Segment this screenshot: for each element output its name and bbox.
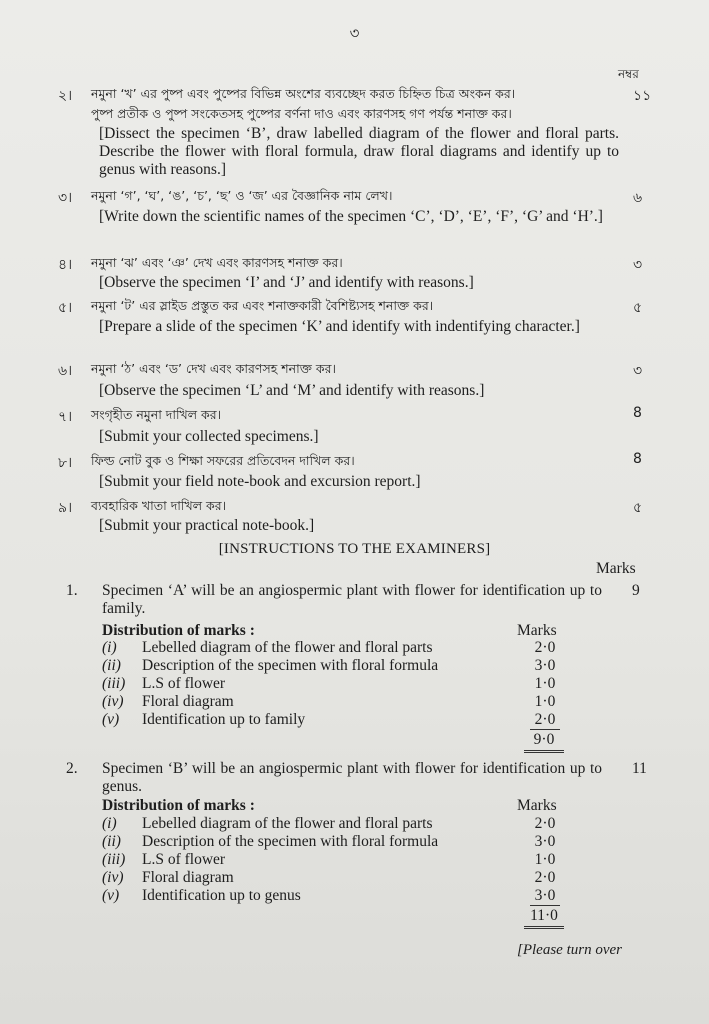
- question-english-text: [Observe the specimen ‘L’ and ‘M’ and identify with reasons.]: [99, 382, 485, 399]
- question-english-text: [Dissect the specimen ‘B’, draw labelled diagram of the flower and floral parts. Describe the flower with floral formula, draw floral diagrams and identify up to genus with reasons.]: [99, 125, 619, 178]
- question-english-text: [Observe the specimen ‘I’ and ‘J’ and identify with reasons.]: [99, 274, 474, 291]
- distribution-row: [102, 851, 572, 869]
- distribution-row: [102, 869, 572, 887]
- question-marks: ৩: [633, 257, 643, 273]
- question-bengali-line: সংগৃহীত নমুনা দাখিল কর।: [91, 407, 222, 422]
- question-marks: ৩: [633, 363, 643, 379]
- question-marks: ৬: [633, 190, 643, 206]
- row-number: (ii): [102, 657, 121, 674]
- row-number: (ii): [102, 833, 121, 850]
- item-text: Specimen ‘A’ will be an angiospermic plant with flower for identification up to family.: [102, 582, 602, 617]
- row-text: Identification up to genus: [142, 887, 301, 904]
- question-english-text: [Submit your collected specimens.]: [99, 428, 319, 445]
- item-total-marks: 9: [632, 582, 640, 599]
- row-value: 3·0: [530, 887, 560, 906]
- row-text: Floral diagram: [142, 693, 234, 710]
- row-number: (iii): [102, 675, 126, 692]
- question-english-text: [Submit your practical note-book.]: [99, 517, 315, 534]
- question-bengali-line: নমুনা ‘ঠ’ এবং ‘ড’ দেখ এবং কারণসহ শনাক্ত কর।: [91, 361, 336, 376]
- distribution-title: Distribution of marks :: [102, 797, 255, 814]
- item-total-marks: 11: [632, 760, 647, 777]
- row-text: Description of the specimen with floral formula: [142, 657, 439, 674]
- distribution-row: [102, 833, 572, 851]
- row-value: 2·0: [534, 869, 556, 886]
- distribution-row: [102, 711, 572, 729]
- row-value: 2·0: [534, 815, 556, 832]
- distribution-row: [102, 693, 572, 711]
- row-value: 2·0: [534, 639, 556, 656]
- row-text: Floral diagram: [142, 869, 234, 886]
- question-marks: ৫: [633, 300, 643, 316]
- page-number: ৩: [349, 26, 360, 42]
- row-text: L.S of flower: [142, 675, 226, 692]
- row-number: (i): [102, 639, 117, 656]
- row-text: Description of the specimen with floral formula: [142, 833, 439, 850]
- question-bengali-line: নমুনা ‘ঝ’ এবং ‘ঞ’ দেখ এবং কারণসহ শনাক্ত কর।: [91, 255, 343, 270]
- row-number: (iv): [102, 869, 124, 886]
- turn-over-note: [Please turn over: [517, 942, 622, 958]
- question-number: ৮।: [58, 455, 73, 471]
- question-bengali-line: পুষ্প প্রতীক ও পুষ্প সংকেতসহ পুষ্পের বর্ণনা দাও এবং কারণসহ গণ পর্যন্ত শনাক্ত কর।: [91, 106, 512, 121]
- row-value: 2·0: [530, 711, 560, 730]
- question-marks: 8: [633, 451, 642, 467]
- row-value: 1·0: [534, 693, 556, 710]
- distribution-title: Distribution of marks :: [102, 622, 255, 639]
- row-number: (iv): [102, 693, 124, 710]
- row-number: (i): [102, 815, 117, 832]
- question-number: ৯।: [58, 500, 73, 516]
- question-number: ৭।: [58, 409, 73, 425]
- row-text: Lebelled diagram of the flower and floral parts: [142, 815, 433, 832]
- row-value: 3·0: [534, 833, 556, 850]
- question-marks: ৫: [633, 500, 643, 516]
- distribution-sum: 11·0: [524, 907, 564, 929]
- question-bengali-line: ব্যবহারিক খাতা দাখিল কর।: [91, 498, 227, 513]
- row-text: Lebelled diagram of the flower and floral parts: [142, 639, 433, 656]
- item-number: 2.: [66, 760, 78, 777]
- marks-column-header: নম্বর: [618, 67, 639, 81]
- distribution-row: [102, 639, 572, 657]
- row-number: (v): [102, 887, 120, 904]
- distribution-row: [102, 815, 572, 833]
- row-value: 1·0: [534, 851, 556, 868]
- question-bengali-line: ফিল্ড নোট বুক ও শিক্ষা সফরের প্রতিবেদন দাখিল কর।: [91, 453, 355, 468]
- distribution-row: [102, 675, 572, 693]
- question-number: ২।: [58, 88, 73, 104]
- question-marks: ১১: [633, 88, 652, 104]
- question-english-text: [Prepare a slide of the specimen ‘K’ and identify with indentifying character.]: [99, 318, 580, 335]
- row-text: Identification up to family: [142, 711, 306, 728]
- question-bengali-line: নমুনা ‘ট’ এর স্লাইড প্রস্তুত কর এবং শনাক্তকারী বৈশিষ্ট্যসহ শনাক্ত কর।: [91, 298, 434, 313]
- question-bengali-line: নমুনা ‘খ’ এর পুষ্প এবং পুষ্পের বিভিন্ন অংশের ব্যবচ্ছেদ করত চিহ্নিত চিত্র অংকন কর।: [91, 86, 516, 101]
- marks-label: Marks: [596, 560, 636, 577]
- question-number: ৬।: [58, 363, 73, 379]
- distribution-marks-label: Marks: [517, 797, 557, 814]
- distribution-marks-label: Marks: [517, 622, 557, 639]
- row-number: (v): [102, 711, 120, 728]
- item-number: 1.: [66, 582, 78, 599]
- question-bengali-line: নমুনা ‘গ’, ‘ঘ’, ‘ঙ’, ‘চ’, ‘ছ’ ও ‘জ’ এর বৈজ্ঞানিক নাম লেখ।: [91, 188, 393, 203]
- item-text: Specimen ‘B’ will be an angiospermic plant with flower for identification up to genus.: [102, 760, 602, 795]
- instructions-heading: [INSTRUCTIONS TO THE EXAMINERS]: [218, 541, 491, 557]
- row-text: L.S of flower: [142, 851, 226, 868]
- row-value: 3·0: [534, 657, 556, 674]
- distribution-sum: 9·0: [524, 731, 564, 753]
- question-number: ৪।: [58, 257, 73, 273]
- question-number: ৫।: [58, 300, 73, 316]
- distribution-row: [102, 887, 572, 905]
- row-number: (iii): [102, 851, 126, 868]
- question-marks: 8: [633, 405, 642, 421]
- row-value: 1·0: [534, 675, 556, 692]
- question-english-text: [Submit your field note-book and excursion report.]: [99, 473, 421, 490]
- question-number: ৩।: [58, 190, 73, 206]
- question-english-text: [Write down the scientific names of the specimen ‘C’, ‘D’, ‘E’, ‘F’, ‘G’ and ‘H’.]: [99, 208, 603, 225]
- distribution-row: [102, 657, 572, 675]
